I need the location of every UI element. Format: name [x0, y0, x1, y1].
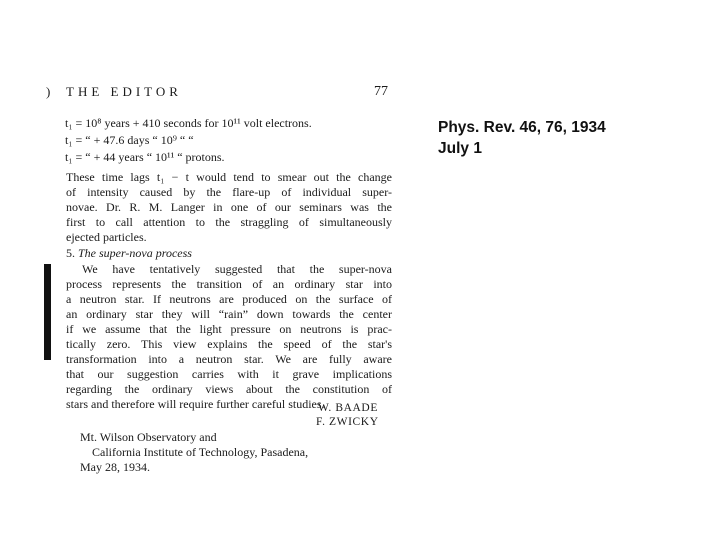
citation-date: July 1: [438, 140, 482, 157]
left-edge-mark: ): [46, 84, 51, 99]
paragraph-line: process represents the transition of an ordinary star into: [66, 277, 392, 291]
section-title: The super-nova process: [78, 246, 192, 260]
citation-line: Phys. Rev. 46, 76, 1934: [438, 119, 606, 136]
equation-line: t₁ = “ + 44 years “ 10¹¹ “ protons.: [65, 150, 225, 164]
scanned-journal-page: [40, 78, 400, 488]
paragraph-line: if we assume that the light pressure on neutrons is prac-: [66, 322, 392, 336]
paragraph-line: of intensity caused by the flare-up of individual super-: [66, 185, 392, 199]
paragraph-line: transformation into a neutron star. We are fully aware: [66, 352, 392, 366]
page-number: 77: [374, 84, 388, 99]
equation-line: t₁ = 10⁸ years + 410 seconds for 10¹¹ volt electrons.: [65, 116, 312, 130]
paragraph-line: a neutron star. If neutrons are produced on the surface of: [66, 292, 392, 306]
paragraph-line: novae. Dr. R. M. Langer in one of our seminars was the: [66, 200, 392, 214]
paragraph-line: an ordinary star they will “rain” down towards the center: [66, 307, 392, 321]
section-heading: [66, 246, 192, 261]
page-header: THE EDITOR: [66, 84, 182, 99]
affiliation-line: California Institute of Technology, Pasadena,: [92, 445, 309, 459]
signature-zwicky: F. ZWICKY: [316, 416, 379, 428]
paragraph-line: We have tentatively suggested that the super-nova: [82, 262, 392, 276]
section-number: 5.: [66, 246, 75, 260]
equation-line: t₁ = “ + 47.6 days “ 10⁹ “ “: [65, 133, 194, 147]
paragraph-line: stars and therefore will require further careful studies.: [66, 397, 325, 411]
paragraph-line: that our suggestion carries with it grave implications: [66, 367, 392, 381]
paragraph-line: ejected particles.: [66, 230, 147, 244]
affiliation-line: May 28, 1934.: [80, 460, 150, 474]
affiliation-line: Mt. Wilson Observatory and: [80, 430, 217, 444]
paragraph-line: tically zero. This view explains the speed of the star's: [66, 337, 392, 351]
paragraph-line: regarding the ordinary views about the constitution of: [66, 382, 392, 396]
paragraph-line: first to call attention to the straggling of simultaneously: [66, 215, 392, 229]
signature-baade: W. BAADE: [318, 402, 378, 414]
paragraph-line: These time lags t₁ − t would tend to smear out the change: [66, 170, 392, 184]
citation-caption: [438, 117, 606, 159]
scan-edge-bar: [44, 264, 51, 360]
